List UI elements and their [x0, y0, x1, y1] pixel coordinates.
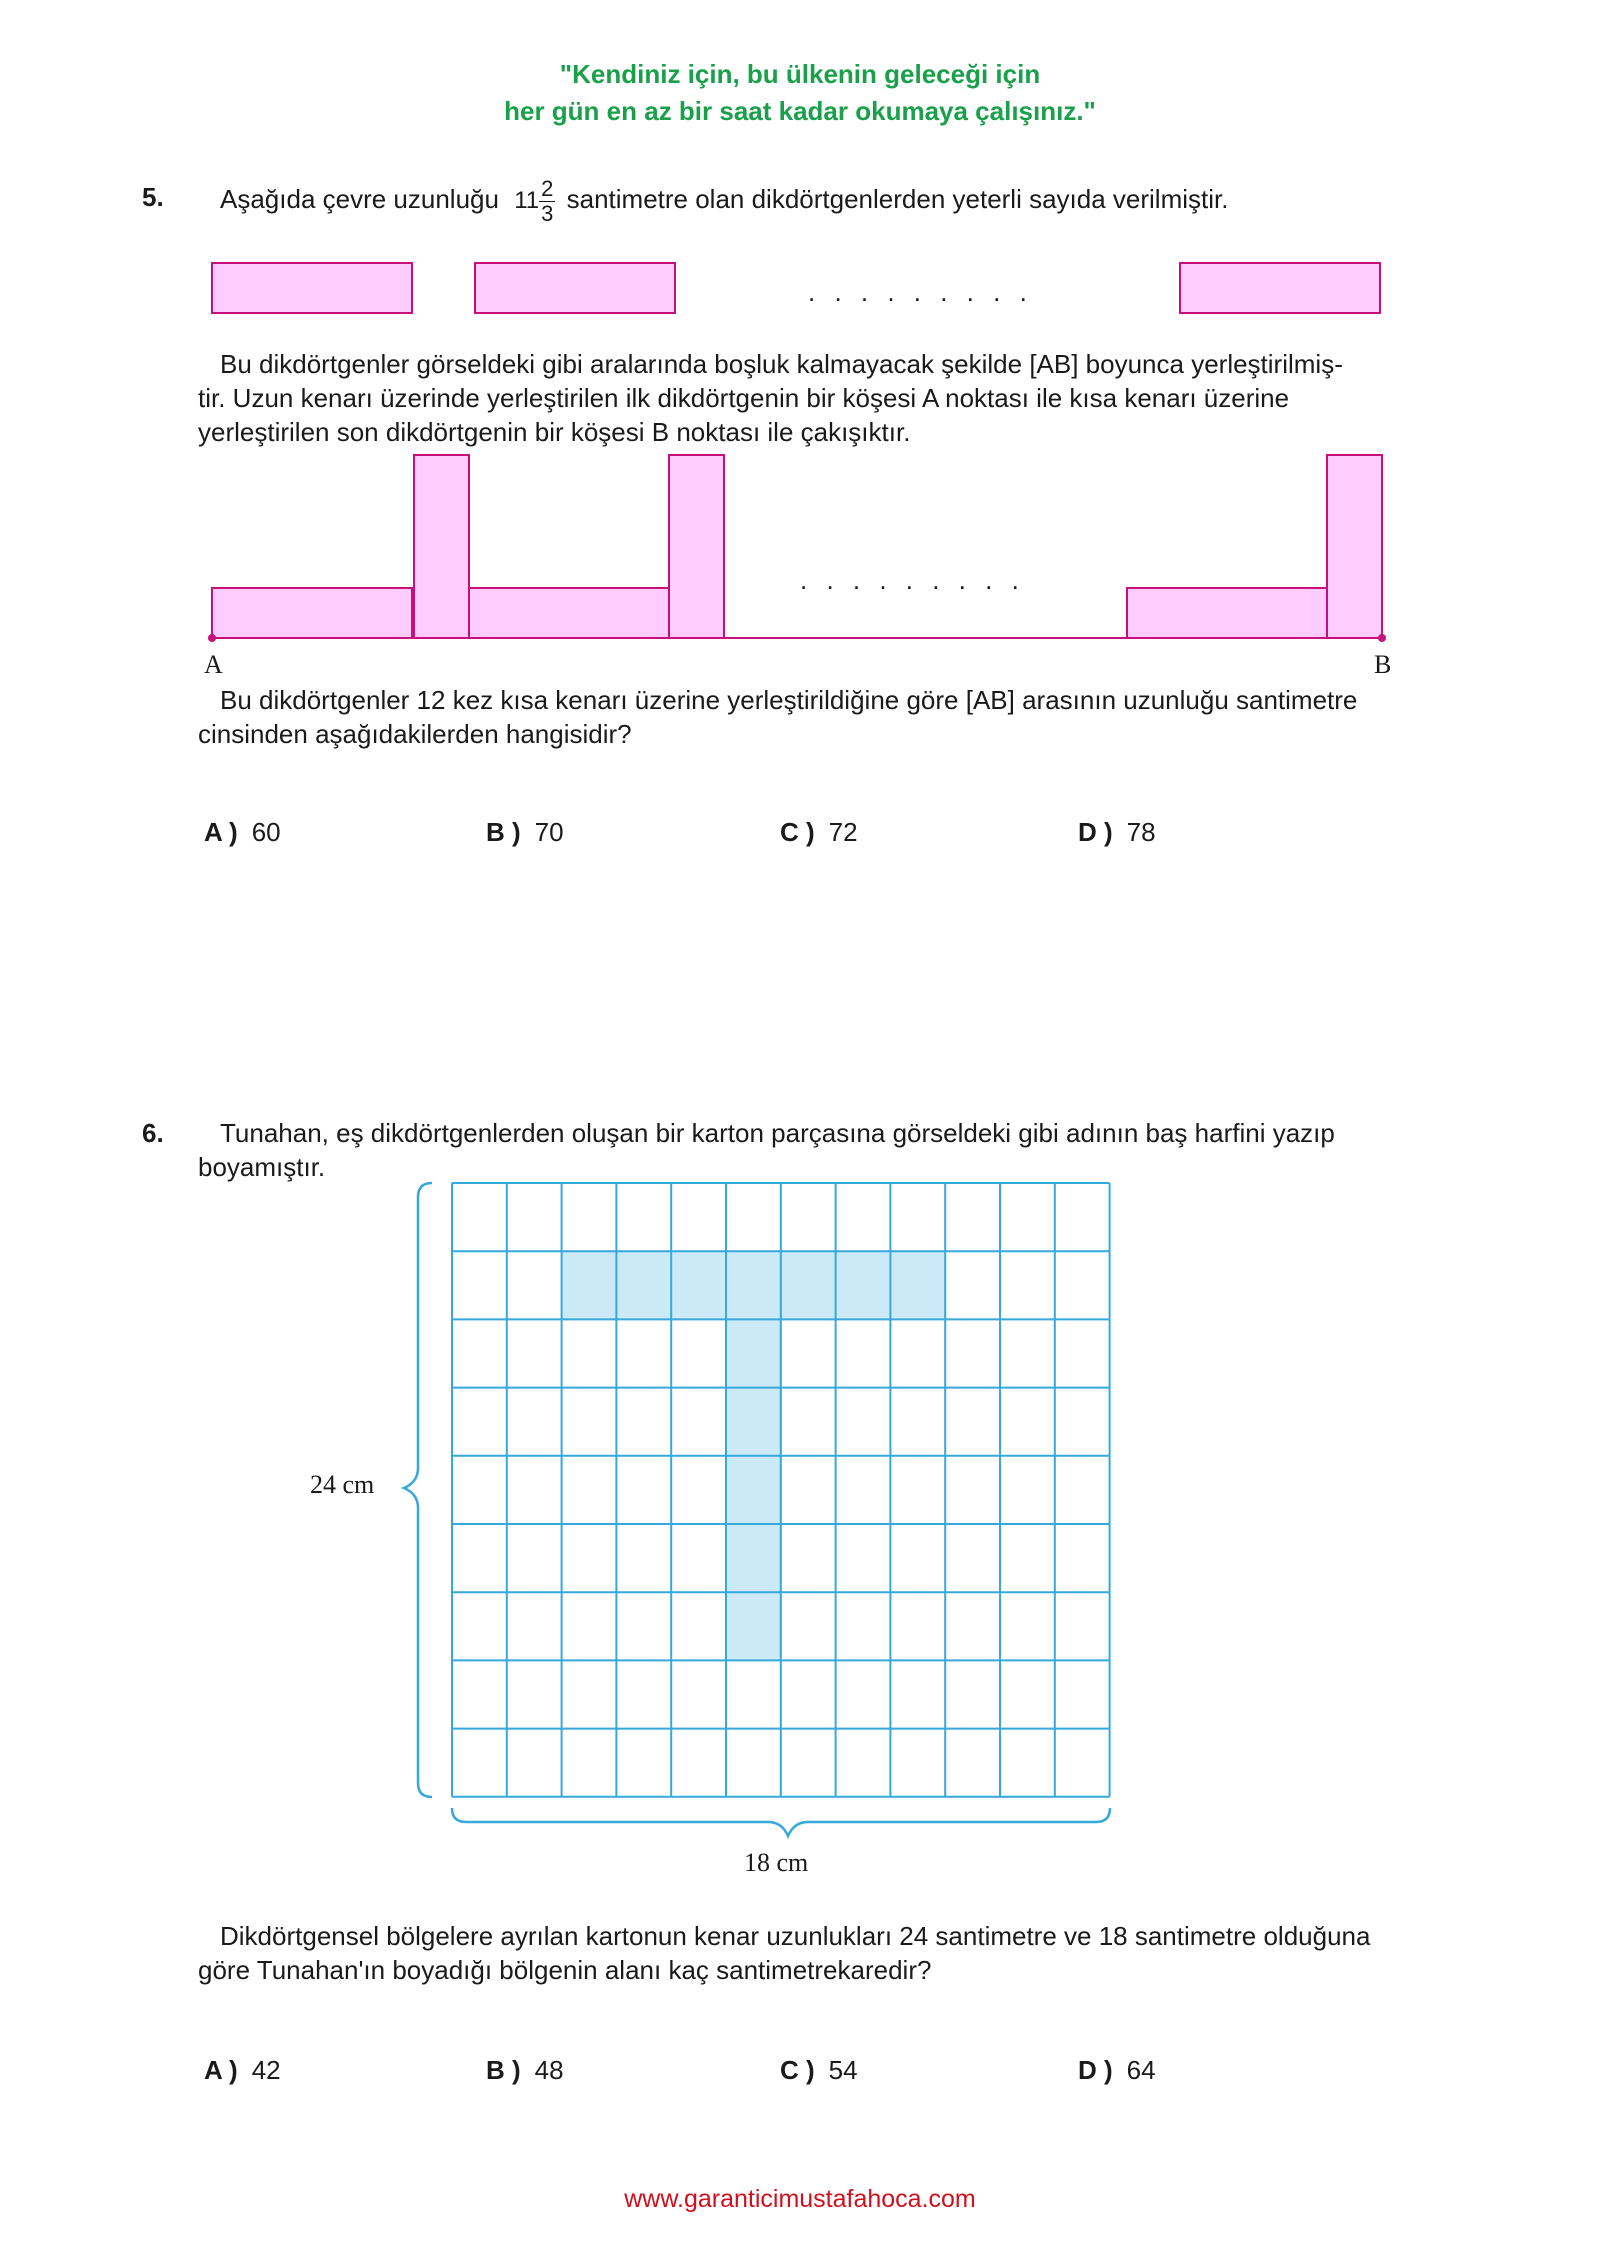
shaded-cell [616, 1251, 671, 1319]
q5-option-d[interactable] [1078, 817, 1156, 848]
shaded-cell [836, 1251, 891, 1319]
option-value: 48 [534, 2055, 564, 2085]
shaded-cell [726, 1388, 781, 1456]
option-label: C ) [780, 817, 815, 847]
point-a-label: A [204, 650, 223, 679]
sample-rectangle-3 [1180, 263, 1380, 313]
fraction-denominator: 3 [541, 200, 554, 226]
sample-ellipsis: . . . . . . . . . [808, 277, 1033, 307]
option-value: 54 [828, 2055, 858, 2085]
q6-option-c[interactable] [780, 2055, 858, 2086]
footer-website[interactable]: www.garanticimustafahoca.com [624, 2185, 976, 2213]
lying-rectangle-1 [212, 588, 412, 638]
question-6-number: 6. [142, 1118, 164, 1148]
shaded-cell [781, 1251, 836, 1319]
shaded-cell [726, 1456, 781, 1524]
q6-option-a[interactable] [204, 2055, 281, 2086]
point-a-dot [208, 634, 216, 642]
question-6-intro-line-1: Tunahan, eş dikdörtgenlerden oluşan bir karton parçasına görseldeki gibi adının baş harfini yazıp [220, 1118, 1335, 1148]
option-value: 70 [534, 817, 564, 847]
height-brace [404, 1183, 432, 1797]
option-label: A ) [204, 2055, 238, 2085]
standing-rectangle-1 [414, 455, 469, 638]
arrangement-ellipsis: . . . . . . . . . [800, 565, 1025, 595]
width-brace [452, 1808, 1110, 1836]
fraction-numerator: 2 [541, 175, 554, 201]
standing-rectangle-last [1327, 455, 1382, 638]
option-value: 72 [828, 817, 858, 847]
lying-rectangle-last [1127, 588, 1327, 638]
shaded-cell [726, 1251, 781, 1319]
q5-option-b[interactable] [486, 817, 564, 848]
question-6-intro-line-2: boyamıştır. [198, 1152, 326, 1182]
shaded-cell [671, 1251, 726, 1319]
q6-option-d[interactable] [1078, 2055, 1156, 2086]
quote-line-1: "Kendiniz için, bu ülkenin geleceği için [559, 59, 1041, 89]
option-value: 78 [1126, 817, 1156, 847]
option-label: B ) [486, 2055, 521, 2085]
width-label: 18 cm [744, 1848, 809, 1877]
option-label: D ) [1078, 817, 1113, 847]
option-value: 42 [251, 2055, 281, 2085]
shaded-cell [726, 1524, 781, 1592]
mixed-number-whole: 11 [514, 187, 540, 214]
option-label: D ) [1078, 2055, 1113, 2085]
question-5-intro-before: Aşağıda çevre uzunluğu [220, 184, 499, 214]
question-5-paragraph-line-2: tir. Uzun kenarı üzerinde yerleştirilen ilk dikdörtgenin bir köşesi A noktası ile kısa kenarı üzerine [198, 383, 1290, 413]
shaded-cell [726, 1319, 781, 1387]
shaded-cell [726, 1592, 781, 1660]
height-label: 24 cm [310, 1470, 375, 1499]
question-6-text-line-2: göre Tunahan'ın boyadığı bölgenin alanı kaç santimetrekaredir? [198, 1955, 932, 1985]
option-value: 60 [251, 817, 281, 847]
point-b-label: B [1374, 650, 1392, 679]
option-label: A ) [204, 817, 238, 847]
shaded-cell [890, 1251, 945, 1319]
quote-line-2: her gün en az bir saat kadar okumaya çalışınız." [504, 96, 1096, 126]
q5-option-c[interactable] [780, 817, 858, 848]
option-value: 64 [1126, 2055, 1156, 2085]
sample-rectangle-1 [212, 263, 412, 313]
option-label: B ) [486, 817, 521, 847]
question-5-text-line-1: Bu dikdörtgenler 12 kez kısa kenarı üzerine yerleştirildiğine göre [AB] arasının uzunluğu santimetre [220, 685, 1358, 715]
question-5-paragraph-line-1: Bu dikdörtgenler görseldeki gibi aralarında boşluk kalmayacak şekilde [AB] boyunca yerleştirilmiş- [220, 349, 1343, 379]
question-6-text-line-1: Dikdörtgensel bölgelere ayrılan kartonun kenar uzunlukları 24 santimetre ve 18 santimetre olduğuna [220, 1921, 1371, 1951]
question-5-text-line-2: cinsinden aşağıdakilerden hangisidir? [198, 719, 632, 749]
lying-rectangle-2 [469, 588, 669, 638]
question-5-paragraph-line-3: yerleştirilen son dikdörtgenin bir köşesi B noktası ile çakışıktır. [198, 417, 911, 447]
sample-rectangle-2 [475, 263, 675, 313]
q6-option-b[interactable] [486, 2055, 564, 2086]
standing-rectangle-2 [669, 455, 724, 638]
question-5-number: 5. [142, 182, 164, 212]
point-b-dot [1378, 634, 1386, 642]
shaded-cell [562, 1251, 617, 1319]
q5-option-a[interactable] [204, 817, 281, 848]
option-label: C ) [780, 2055, 815, 2085]
question-5-intro-after: santimetre olan dikdörtgenlerden yeterli sayıda verilmiştir. [566, 184, 1229, 214]
letter-grid [452, 1183, 1110, 1797]
